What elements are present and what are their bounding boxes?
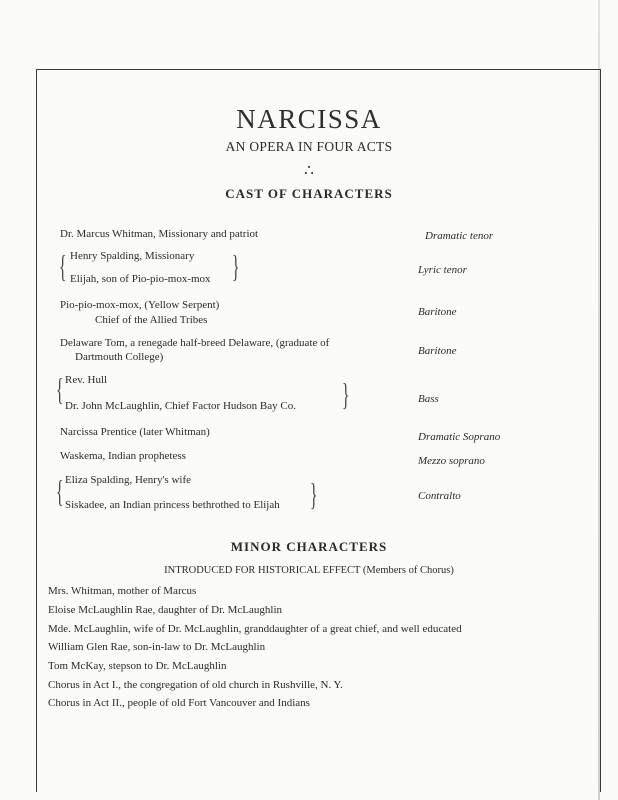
- brace-left-3: {: [55, 473, 64, 509]
- cast-waskema: Waskema, Indian prophetess: [60, 450, 186, 462]
- cast-pio-line1: Pio-pio-mox-mox, (Yellow Serpent): [60, 299, 220, 311]
- cast-mclaughlin: Dr. John McLaughlin, Chief Factor Hudson Bay Co.: [65, 400, 296, 412]
- cast-spalding: Henry Spalding, Missionary: [70, 250, 195, 262]
- cast-whitman: Dr. Marcus Whitman, Missionary and patriot: [60, 228, 259, 240]
- page-title: NARCISSA: [236, 104, 382, 134]
- voice-pio: Baritone: [418, 306, 457, 318]
- voice-delaware: Baritone: [418, 345, 457, 357]
- minor-item: Chorus in Act II., people of old Fort Vancouver and Indians: [48, 697, 310, 709]
- minor-item: Chorus in Act I., the congregation of old church in Rushville, N. Y.: [48, 679, 343, 691]
- cast-eliza: Eliza Spalding, Henry's wife: [65, 474, 192, 486]
- voice-contralto: Contralto: [418, 490, 461, 502]
- minor-intro: INTRODUCED FOR HISTORICAL EFFECT (Members of Chorus): [164, 565, 454, 576]
- minor-item: Eloise McLaughlin Rae, daughter of Dr. McLaughlin: [48, 604, 282, 616]
- cast-pio-line2: Chief of the Allied Tribes: [95, 314, 208, 326]
- cast-heading: CAST OF CHARACTERS: [225, 186, 393, 201]
- voice-narcissa: Dramatic Soprano: [418, 431, 501, 443]
- cast-delaware-line1: Delaware Tom, a renegade half-breed Delaware, (graduate of: [60, 337, 330, 349]
- cast-hull: Rev. Hull: [65, 374, 108, 386]
- brace-left-2: {: [55, 371, 64, 407]
- minor-item: William Glen Rae, son-in-law to Dr. McLaughlin: [48, 641, 266, 653]
- cast-siskadee: Siskadee, an Indian princess bethrothed to Elijah: [65, 499, 280, 511]
- voice-bass: Bass: [418, 393, 439, 405]
- minor-item: Tom McKay, stepson to Dr. McLaughlin: [48, 660, 227, 672]
- voice-whitman: Dramatic tenor: [425, 230, 494, 242]
- brace-right-3: }: [309, 476, 318, 512]
- ornament-dots: ∴: [304, 163, 314, 179]
- cast-narcissa: Narcissa Prentice (later Whitman): [60, 426, 210, 438]
- brace-right-2: }: [341, 376, 350, 412]
- brace-right-1: }: [231, 248, 240, 284]
- cast-elijah: Elijah, son of Pio-pio-mox-mox: [70, 273, 211, 285]
- minor-item: Mrs. Whitman, mother of Marcus: [48, 585, 197, 597]
- cast-delaware-line2: Dartmouth College): [75, 351, 164, 363]
- brace-left-1: {: [58, 248, 67, 284]
- voice-lyric: Lyric tenor: [418, 264, 467, 276]
- minor-heading: MINOR CHARACTERS: [230, 539, 388, 554]
- page-subtitle: AN OPERA IN FOUR ACTS: [225, 139, 393, 154]
- minor-item: Mde. McLaughlin, wife of Dr. McLaughlin, granddaughter of a great chief, and well educated: [48, 623, 462, 635]
- voice-waskema: Mezzo soprano: [418, 455, 485, 467]
